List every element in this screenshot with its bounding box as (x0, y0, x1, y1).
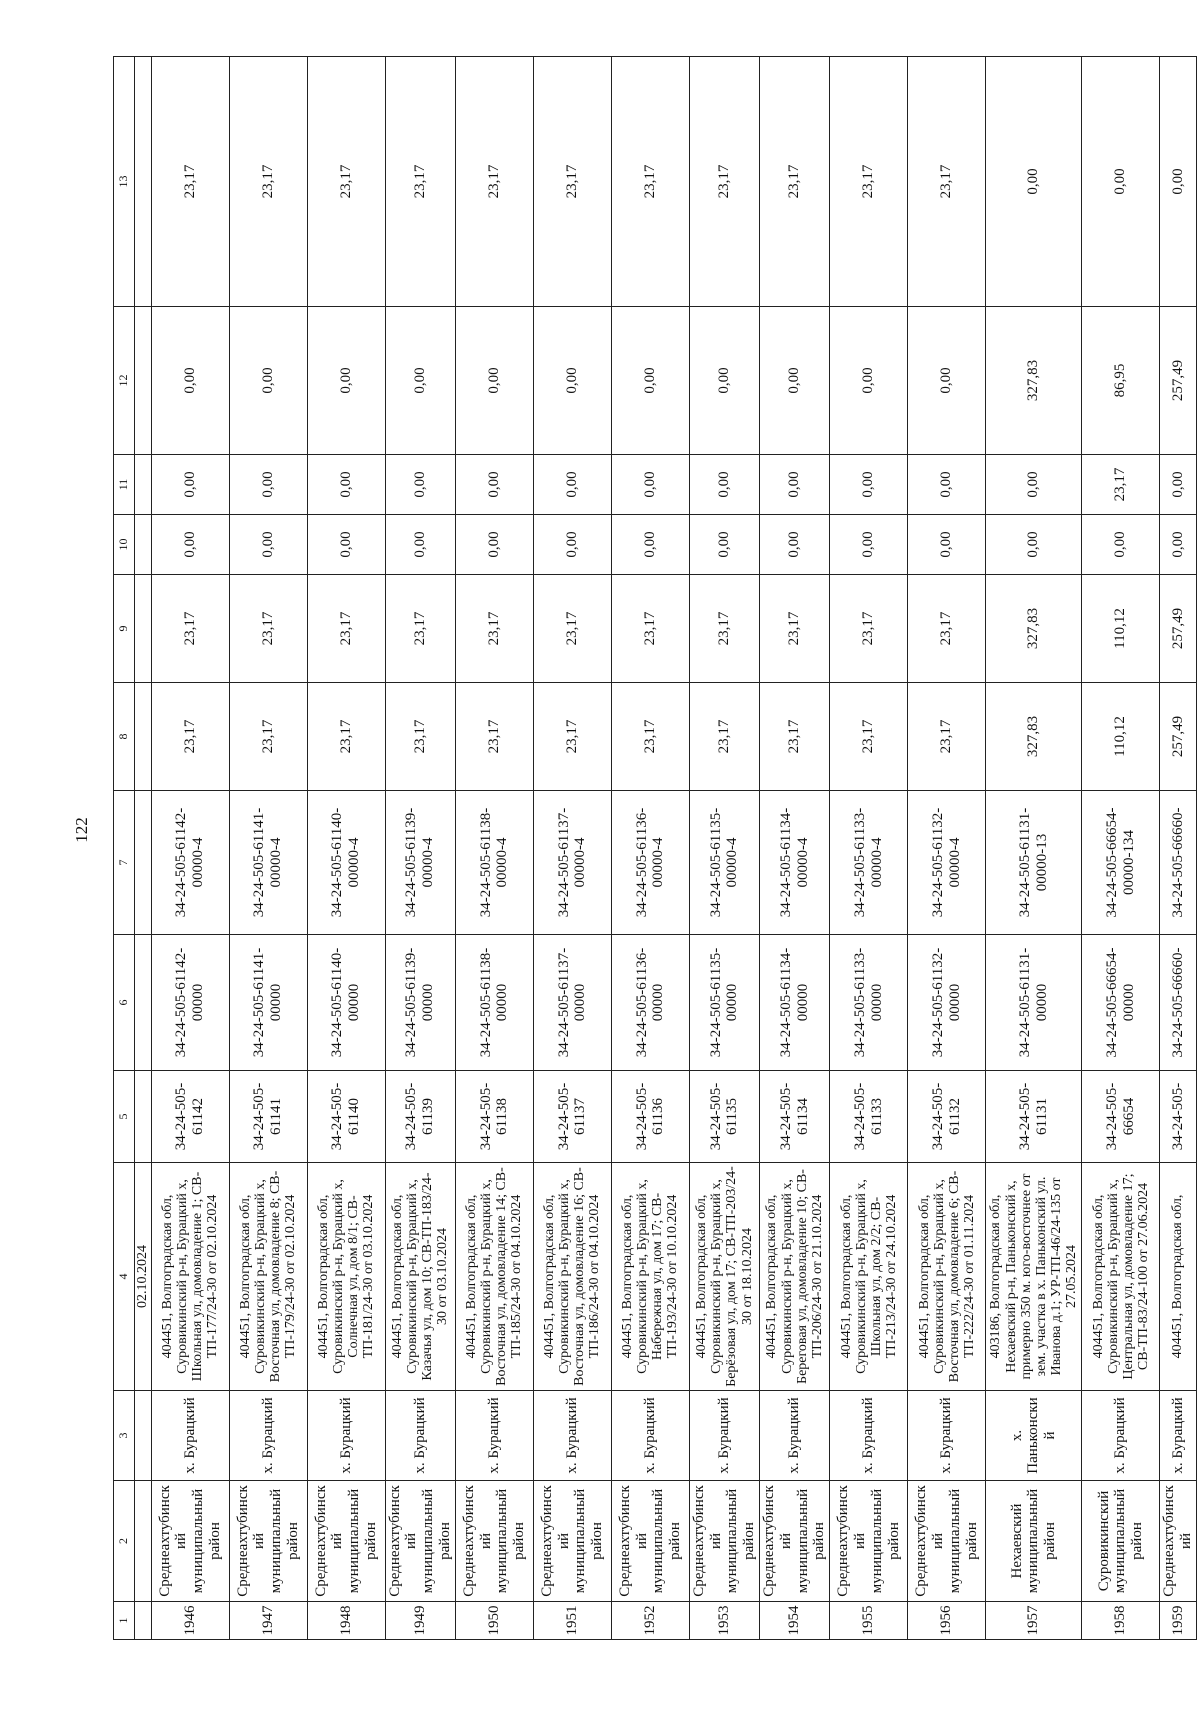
row-number-cell: 1950 (455, 1602, 533, 1640)
continuation-cell (135, 683, 152, 791)
table-row (229, 57, 307, 1640)
cadastral-block-cell: 34-24-505-61142 (151, 1071, 229, 1163)
value-col-8-cell: 23,17 (830, 683, 908, 791)
value-col-9-cell: 327,83 (986, 575, 1082, 683)
cadastral-block-cell: 34-24-505-61133 (830, 1071, 908, 1163)
continuation-cell (135, 455, 152, 515)
row-number-cell: 1948 (307, 1602, 385, 1640)
value-col-13-cell: 23,17 (307, 57, 385, 307)
cadastral-number-cell: 34-24-505-61133-00000 (830, 935, 908, 1071)
address-cell: 404451, Волгоградская обл, Суровикинский р-н, Бурацкий х, Восточная ул, домовладение 14; СВ-ТП-185/24-30 от 04.10.2024 (455, 1163, 533, 1391)
object-code-cell: 34-24-505-61140-00000-4 (307, 791, 385, 935)
value-col-13-cell: 0,00 (1082, 57, 1160, 307)
value-col-12-cell: 0,00 (830, 307, 908, 455)
value-col-11-cell: 0,00 (1160, 455, 1197, 515)
continuation-cell (135, 307, 152, 455)
continuation-cell (135, 1602, 152, 1640)
table-row (1160, 57, 1197, 1640)
settlement-cell: х. Бурацкий (229, 1391, 307, 1481)
object-code-cell: 34-24-505-61138-00000-4 (455, 791, 533, 935)
address-cell: 404451, Волгоградская обл, Суровикинский р-н, Бурацкий х, Берёзовая ул, дом 17; СВ-ТП-203/24-30 от 18.10.2024 (689, 1163, 759, 1391)
header-cell-9: 9 (114, 575, 135, 683)
header-cell-2: 2 (114, 1481, 135, 1602)
row-number-cell: 1952 (611, 1602, 689, 1640)
row-number-cell: 1959 (1160, 1602, 1197, 1640)
row-number-cell: 1951 (533, 1602, 611, 1640)
value-col-8-cell: 23,17 (151, 683, 229, 791)
cadastral-block-cell: 34-24-505-66654 (1082, 1071, 1160, 1163)
value-col-13-cell: 23,17 (689, 57, 759, 307)
value-col-10-cell: 0,00 (1160, 515, 1197, 575)
table-row (455, 57, 533, 1640)
header-cell-4: 4 (114, 1163, 135, 1391)
address-cell: 404451, Волгоградская обл, Суровикинский р-н, Бурацкий х, Восточная ул, домовладение 8; СВ-ТП-179/24-30 от 02.10.2024 (229, 1163, 307, 1391)
value-col-12-cell: 0,00 (533, 307, 611, 455)
municipal-district-cell: Среднеахтубинский муниципальный район (760, 1481, 830, 1602)
cadastral-number-cell: 34-24-505-61135-00000 (689, 935, 759, 1071)
header-cell-6: 6 (114, 935, 135, 1071)
address-cell: 404451, Волгоградская обл, Суровикинский р-н, Бурацкий х, Восточная ул, домовладение 6; СВ-ТП-222/24-30 от 01.11.2024 (908, 1163, 986, 1391)
value-col-13-cell: 23,17 (455, 57, 533, 307)
cadastral-block-cell: 34-24-505-61136 (611, 1071, 689, 1163)
table-row (986, 57, 1082, 1640)
header-cell-13: 13 (114, 57, 135, 307)
value-col-9-cell: 23,17 (385, 575, 455, 683)
municipal-district-cell: Среднеахтубинский (1160, 1481, 1197, 1602)
value-col-10-cell: 0,00 (151, 515, 229, 575)
value-col-8-cell: 23,17 (760, 683, 830, 791)
object-code-cell: 34-24-505-61141-00000-4 (229, 791, 307, 935)
cadastral-number-cell: 34-24-505-61140-00000 (307, 935, 385, 1071)
municipal-district-cell: Среднеахтубинский муниципальный район (229, 1481, 307, 1602)
table-row (533, 57, 611, 1640)
value-col-13-cell: 23,17 (533, 57, 611, 307)
cadastral-number-cell: 34-24-505-61139-00000 (385, 935, 455, 1071)
settlement-cell: х. Бурацкий (307, 1391, 385, 1481)
cadastral-number-cell: 34-24-505-66660- (1160, 935, 1197, 1071)
value-col-8-cell: 23,17 (533, 683, 611, 791)
municipal-district-cell: Среднеахтубинский муниципальный район (611, 1481, 689, 1602)
cadastral-block-cell: 34-24-505-61138 (455, 1071, 533, 1163)
value-col-13-cell: 0,00 (986, 57, 1082, 307)
table-row (611, 57, 689, 1640)
value-col-11-cell: 0,00 (455, 455, 533, 515)
value-col-13-cell: 23,17 (151, 57, 229, 307)
value-col-10-cell: 0,00 (229, 515, 307, 575)
cadastral-block-cell: 34-24-505-61131 (986, 1071, 1082, 1163)
row-number-cell: 1958 (1082, 1602, 1160, 1640)
address-cell: 404451, Волгоградская обл, Суровикинский р-н, Бурацкий х, Школьная ул, дом 2/2; СВ-ТП-213/24-30 от 24.10.2024 (830, 1163, 908, 1391)
value-col-11-cell: 0,00 (986, 455, 1082, 515)
value-col-10-cell: 0,00 (760, 515, 830, 575)
settlement-cell: х. Паньконский (986, 1391, 1082, 1481)
value-col-12-cell: 86,95 (1082, 307, 1160, 455)
value-col-8-cell: 23,17 (689, 683, 759, 791)
cadastral-number-cell: 34-24-505-61138-00000 (455, 935, 533, 1071)
row-number-cell: 1953 (689, 1602, 759, 1640)
value-col-8-cell: 327,83 (986, 683, 1082, 791)
value-col-10-cell: 0,00 (689, 515, 759, 575)
cadastral-block-cell: 34-24-505- (1160, 1071, 1197, 1163)
value-col-8-cell: 23,17 (385, 683, 455, 791)
header-cell-10: 10 (114, 515, 135, 575)
value-col-9-cell: 23,17 (229, 575, 307, 683)
value-col-12-cell: 327,83 (986, 307, 1082, 455)
municipal-district-cell: Среднеахтубинский муниципальный район (307, 1481, 385, 1602)
continuation-cell (135, 1391, 152, 1481)
object-code-cell: 34-24-505-61139-00000-4 (385, 791, 455, 935)
settlement-cell: х. Бурацкий (760, 1391, 830, 1481)
value-col-9-cell: 23,17 (908, 575, 986, 683)
header-cell-1: 1 (114, 1602, 135, 1640)
value-col-11-cell: 0,00 (533, 455, 611, 515)
table-row (385, 57, 455, 1640)
continuation-cell (135, 1071, 152, 1163)
continuation-cell (135, 1481, 152, 1602)
row-number-cell: 1947 (229, 1602, 307, 1640)
municipal-district-cell: Среднеахтубинский муниципальный район (830, 1481, 908, 1602)
value-col-11-cell: 23,17 (1082, 455, 1160, 515)
header-row (114, 57, 135, 1640)
value-col-11-cell: 0,00 (689, 455, 759, 515)
header-cell-11: 11 (114, 455, 135, 515)
row-number-cell: 1949 (385, 1602, 455, 1640)
value-col-8-cell: 23,17 (307, 683, 385, 791)
value-col-12-cell: 0,00 (611, 307, 689, 455)
table-row (151, 57, 229, 1640)
municipal-district-cell: Среднеахтубинский муниципальный район (689, 1481, 759, 1602)
value-col-9-cell: 23,17 (533, 575, 611, 683)
value-col-9-cell: 23,17 (611, 575, 689, 683)
value-col-11-cell: 0,00 (611, 455, 689, 515)
page-number: 122 (72, 817, 91, 843)
value-col-12-cell: 0,00 (151, 307, 229, 455)
value-col-12-cell: 0,00 (908, 307, 986, 455)
municipal-district-cell: Среднеахтубинский муниципальный район (151, 1481, 229, 1602)
value-col-8-cell: 23,17 (229, 683, 307, 791)
settlement-cell: х. Бурацкий (908, 1391, 986, 1481)
cadastral-block-cell: 34-24-505-61137 (533, 1071, 611, 1163)
object-code-cell: 34-24-505-61137-00000-4 (533, 791, 611, 935)
value-col-8-cell: 110,12 (1082, 683, 1160, 791)
value-col-9-cell: 110,12 (1082, 575, 1160, 683)
municipal-district-cell: Суровикинский муниципальный район (1082, 1481, 1160, 1602)
value-col-10-cell: 0,00 (986, 515, 1082, 575)
cadastral-block-cell: 34-24-505-61132 (908, 1071, 986, 1163)
cadastral-block-cell: 34-24-505-61135 (689, 1071, 759, 1163)
value-col-11-cell: 0,00 (151, 455, 229, 515)
value-col-10-cell: 0,00 (455, 515, 533, 575)
address-cell: 404451, Волгоградская обл, Суровикинский р-н, Бурацкий х, Казачья ул, дом 10; СВ-ТП-183/24-30 от 03.10.2024 (385, 1163, 455, 1391)
cadastral-number-cell: 34-24-505-61131-00000 (986, 935, 1082, 1071)
value-col-9-cell: 23,17 (455, 575, 533, 683)
address-cell: 404451, Волгоградская обл, Суровикинский р-н, Бурацкий х, Восточная ул, домовладение 16; СВ-ТП-186/24-30 от 04.10.2024 (533, 1163, 611, 1391)
settlement-cell: х. Бурацкий (1160, 1391, 1197, 1481)
continuation-cell (135, 935, 152, 1071)
municipal-district-cell: Среднеахтубинский муниципальный район (908, 1481, 986, 1602)
rotated-sheet (113, 57, 1195, 1640)
cadastral-block-cell: 34-24-505-61141 (229, 1071, 307, 1163)
value-col-13-cell: 23,17 (611, 57, 689, 307)
table-row (689, 57, 759, 1640)
value-col-11-cell: 0,00 (307, 455, 385, 515)
value-col-10-cell: 0,00 (908, 515, 986, 575)
cadastral-number-cell: 34-24-505-61134-00000 (760, 935, 830, 1071)
header-cell-8: 8 (114, 683, 135, 791)
table-body (114, 57, 1197, 1640)
value-col-10-cell: 0,00 (611, 515, 689, 575)
municipal-district-cell: Среднеахтубинский муниципальный район (385, 1481, 455, 1602)
value-col-10-cell: 0,00 (385, 515, 455, 575)
municipal-district-cell: Среднеахтубинский муниципальный район (455, 1481, 533, 1602)
cadastral-block-cell: 34-24-505-61139 (385, 1071, 455, 1163)
header-cell-12: 12 (114, 307, 135, 455)
value-col-9-cell: 23,17 (760, 575, 830, 683)
row-number-cell: 1954 (760, 1602, 830, 1640)
value-col-13-cell: 23,17 (830, 57, 908, 307)
value-col-11-cell: 0,00 (908, 455, 986, 515)
address-cell: 404451, Волгоградская обл, Суровикинский р-н, Бурацкий х, Набережная ул, дом 17; СВ-ТП-193/24-30 от 10.10.2024 (611, 1163, 689, 1391)
object-code-cell: 34-24-505-61135-00000-4 (689, 791, 759, 935)
municipal-district-cell: Среднеахтубинский муниципальный район (533, 1481, 611, 1602)
object-code-cell: 34-24-505-61132-00000-4 (908, 791, 986, 935)
settlement-cell: х. Бурацкий (533, 1391, 611, 1481)
continuation-row (135, 57, 152, 1640)
value-col-12-cell: 0,00 (307, 307, 385, 455)
continuation-cell: 02.10.2024 (135, 1163, 152, 1391)
value-col-12-cell: 0,00 (760, 307, 830, 455)
value-col-13-cell: 0,00 (1160, 57, 1197, 307)
address-cell: 404451, Волгоградская обл, Суровикинский р-н, Бурацкий х, Береговая ул, домовладение 10; СВ-ТП-206/24-30 от 21.10.2024 (760, 1163, 830, 1391)
value-col-13-cell: 23,17 (229, 57, 307, 307)
continuation-cell (135, 515, 152, 575)
municipal-district-cell: Нехаевский муниципальный район (986, 1481, 1082, 1602)
object-code-cell: 34-24-505-61134-00000-4 (760, 791, 830, 935)
continuation-cell (135, 57, 152, 307)
value-col-8-cell: 23,17 (908, 683, 986, 791)
cadastral-number-cell: 34-24-505-61137-00000 (533, 935, 611, 1071)
value-col-8-cell: 257,49 (1160, 683, 1197, 791)
value-col-11-cell: 0,00 (385, 455, 455, 515)
cadastral-number-cell: 34-24-505-61142-00000 (151, 935, 229, 1071)
value-col-9-cell: 23,17 (307, 575, 385, 683)
object-code-cell: 34-24-505-61133-00000-4 (830, 791, 908, 935)
object-code-cell: 34-24-505-61142-00000-4 (151, 791, 229, 935)
cadastral-number-cell: 34-24-505-61141-00000 (229, 935, 307, 1071)
settlement-cell: х. Бурацкий (1082, 1391, 1160, 1481)
object-code-cell: 34-24-505-61136-00000-4 (611, 791, 689, 935)
settlement-cell: х. Бурацкий (611, 1391, 689, 1481)
value-col-10-cell: 0,00 (533, 515, 611, 575)
value-col-11-cell: 0,00 (229, 455, 307, 515)
table-row (1082, 57, 1160, 1640)
row-number-cell: 1946 (151, 1602, 229, 1640)
address-cell: 404451, Волгоградская обл, Суровикинский р-н, Бурацкий х, Школьная ул, домовладение 1; СВ-ТП-177/24-30 от 02.10.2024 (151, 1163, 229, 1391)
value-col-10-cell: 0,00 (830, 515, 908, 575)
value-col-12-cell: 257,49 (1160, 307, 1197, 455)
value-col-12-cell: 0,00 (229, 307, 307, 455)
value-col-12-cell: 0,00 (455, 307, 533, 455)
row-number-cell: 1955 (830, 1602, 908, 1640)
value-col-11-cell: 0,00 (760, 455, 830, 515)
table-row (307, 57, 385, 1640)
settlement-cell: х. Бурацкий (830, 1391, 908, 1481)
settlement-cell: х. Бурацкий (455, 1391, 533, 1481)
value-col-9-cell: 23,17 (830, 575, 908, 683)
cadastral-number-cell: 34-24-505-61136-00000 (611, 935, 689, 1071)
value-col-13-cell: 23,17 (385, 57, 455, 307)
value-col-13-cell: 23,17 (908, 57, 986, 307)
continuation-cell (135, 791, 152, 935)
object-code-cell: 34-24-505-61131-00000-13 (986, 791, 1082, 935)
value-col-10-cell: 0,00 (307, 515, 385, 575)
table-row (908, 57, 986, 1640)
value-col-9-cell: 23,17 (151, 575, 229, 683)
address-cell: 404451, Волгоградская обл, Суровикинский р-н, Бурацкий х, Солнечная ул, дом 8/1; СВ-ТП-181/24-30 от 03.10.2024 (307, 1163, 385, 1391)
settlement-cell: х. Бурацкий (385, 1391, 455, 1481)
table-row (830, 57, 908, 1640)
row-number-cell: 1956 (908, 1602, 986, 1640)
cadastral-block-cell: 34-24-505-61134 (760, 1071, 830, 1163)
value-col-13-cell: 23,17 (760, 57, 830, 307)
value-col-10-cell: 0,00 (1082, 515, 1160, 575)
settlement-cell: х. Бурацкий (151, 1391, 229, 1481)
header-cell-3: 3 (114, 1391, 135, 1481)
header-cell-5: 5 (114, 1071, 135, 1163)
address-cell: 403186, Волгоградская обл, Нехаевский р-н, Паньконский х, примерно 350 м. юго-восточнее от зем. участка в х. Паньконский ул. Иванова д.1; УР-ТП-46/24-135 от 27.05.2024 (986, 1163, 1082, 1391)
header-cell-7: 7 (114, 791, 135, 935)
value-col-11-cell: 0,00 (830, 455, 908, 515)
value-col-12-cell: 0,00 (689, 307, 759, 455)
row-number-cell: 1957 (986, 1602, 1082, 1640)
cadastral-number-cell: 34-24-505-61132-00000 (908, 935, 986, 1071)
value-col-9-cell: 257,49 (1160, 575, 1197, 683)
value-col-8-cell: 23,17 (455, 683, 533, 791)
data-table (113, 56, 1197, 1640)
address-cell: 404451, Волгоградская обл, (1160, 1163, 1197, 1391)
table-row (760, 57, 830, 1640)
value-col-9-cell: 23,17 (689, 575, 759, 683)
value-col-8-cell: 23,17 (611, 683, 689, 791)
object-code-cell: 34-24-505-66654-00000-134 (1082, 791, 1160, 935)
object-code-cell: 34-24-505-66660- (1160, 791, 1197, 935)
value-col-12-cell: 0,00 (385, 307, 455, 455)
continuation-cell (135, 575, 152, 683)
address-cell: 404451, Волгоградская обл, Суровикинский р-н, Бурацкий х, Центральная ул, домовладение 17; СВ-ТП-83/24-100 от 27.06.2024 (1082, 1163, 1160, 1391)
settlement-cell: х. Бурацкий (689, 1391, 759, 1481)
cadastral-block-cell: 34-24-505-61140 (307, 1071, 385, 1163)
cadastral-number-cell: 34-24-505-66654-00000 (1082, 935, 1160, 1071)
